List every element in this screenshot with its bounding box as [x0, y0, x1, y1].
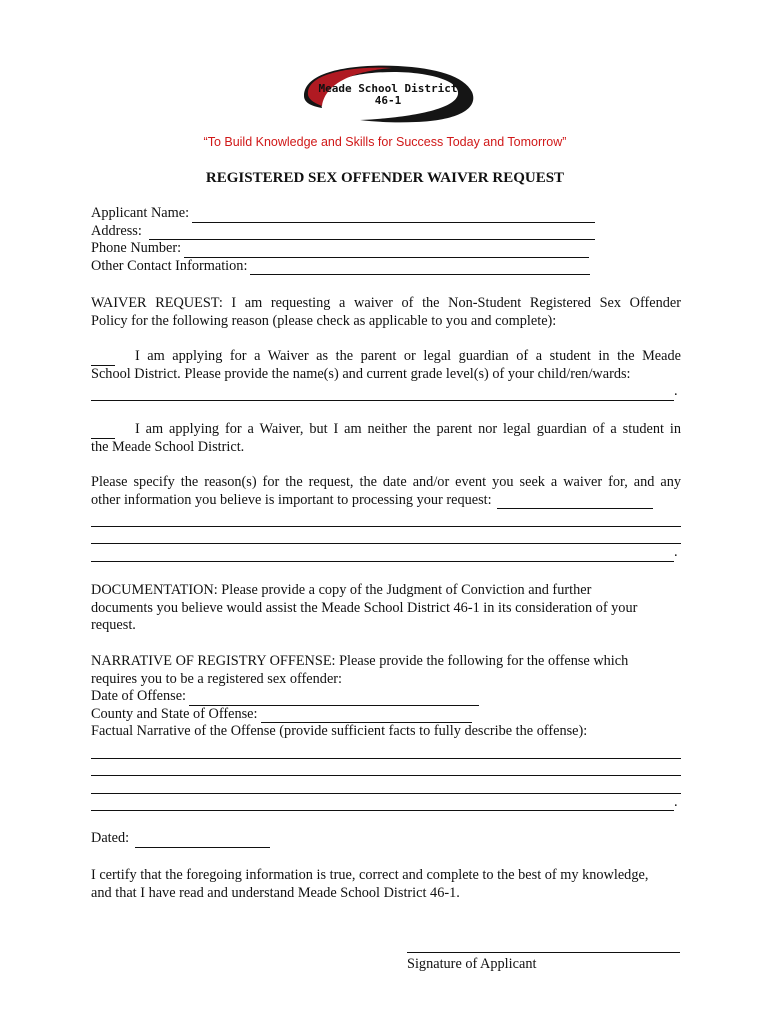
waiver-option-parent — [91, 348, 681, 401]
other-contact-row — [91, 258, 681, 276]
address-row — [91, 223, 681, 241]
option2-row — [91, 421, 681, 439]
option1-line2: School District. Please provide the name(s) and current grade level(s) of your child/ren/wards: — [91, 365, 631, 382]
dated-field[interactable] — [135, 834, 270, 848]
reason-field-line[interactable] — [91, 527, 681, 545]
dated-row — [91, 830, 681, 848]
reason-section — [91, 474, 681, 562]
option1-row — [91, 348, 681, 366]
factual-narrative-label: Factual Narrative of the Offense (provide sufficient facts to fully describe the offense): — [91, 723, 588, 740]
waiver-intro — [91, 295, 681, 330]
option2-checkbox[interactable] — [91, 426, 115, 439]
address-field[interactable] — [149, 226, 595, 240]
applicant-name-label: Applicant Name: — [91, 205, 190, 221]
dated-section — [91, 830, 681, 848]
date-of-offense-row — [91, 688, 681, 706]
certify-line1: I certify that the foregoing information is true, correct and complete to the best of my knowledge, — [91, 867, 649, 883]
certification-section — [91, 867, 681, 902]
reason-field-line-end — [91, 548, 674, 562]
logo-name: Meade School District — [318, 82, 458, 95]
district-logo — [296, 62, 478, 124]
reason-line2-row — [91, 492, 681, 510]
applicant-name-field[interactable] — [192, 209, 595, 223]
logo-number: 46-1 — [374, 94, 402, 107]
waiver-option-nonparent — [91, 421, 681, 456]
documentation-line1: DOCUMENTATION: Please provide a copy of the Judgment of Conviction and further — [91, 582, 592, 598]
documentation-line2: documents you believe would assist the Meade School District 46-1 in its consideration of your — [91, 599, 638, 616]
phone-row — [91, 240, 681, 258]
option2-line2: the Meade School District. — [91, 438, 245, 455]
narrative-section — [91, 653, 681, 811]
narrative-field-line[interactable] — [91, 759, 681, 777]
option2-line1: I am applying for a Waiver, but I am neither the parent nor legal guardian of a student in — [135, 421, 681, 437]
phone-field[interactable] — [184, 244, 589, 258]
certify-line2: and that I have read and understand Meade School District 46-1. — [91, 884, 460, 901]
reason-field-line[interactable] — [91, 509, 681, 527]
narrative-field-line-end — [91, 797, 674, 811]
reason-line2: other information you believe is important to processing your request: — [91, 491, 492, 508]
narrative-field-line[interactable] — [91, 741, 681, 759]
option1-checkbox[interactable] — [91, 353, 115, 366]
motto: “To Build Knowledge and Skills for Success Today and Tomorrow” — [203, 135, 567, 149]
county-state-row — [91, 706, 681, 724]
signature-field[interactable] — [407, 952, 680, 953]
reason-line1: Please specify the reason(s) for the request, the date and/or event you seek a waiver for, and any — [91, 474, 681, 490]
county-state-field[interactable] — [261, 709, 472, 723]
address-label: Address: — [91, 222, 142, 239]
date-of-offense-label: Date of Offense: — [91, 688, 187, 705]
dated-label: Dated: — [91, 830, 130, 846]
other-contact-field[interactable] — [250, 261, 590, 275]
children-field[interactable] — [91, 383, 681, 401]
children-field-line — [91, 387, 674, 401]
phone-label: Phone Number: — [91, 240, 182, 257]
documentation-section — [91, 582, 681, 635]
documentation-line3: request. — [91, 617, 136, 634]
reason-field-start[interactable] — [497, 495, 653, 509]
applicant-name-row — [91, 205, 681, 223]
signature-label: Signature of Applicant — [407, 956, 537, 972]
county-state-label: County and State of Offense: — [91, 705, 258, 722]
period: . — [674, 793, 678, 810]
other-contact-label: Other Contact Information: — [91, 257, 248, 274]
waiver-intro-line1: WAIVER REQUEST: I am requesting a waiver of the Non-Student Registered Sex Offender — [91, 295, 681, 311]
narrative-line1: NARRATIVE OF REGISTRY OFFENSE: Please provide the following for the offense which — [91, 653, 629, 669]
date-of-offense-field[interactable] — [189, 692, 479, 706]
reason-field-line[interactable] — [91, 544, 681, 562]
waiver-intro-line2: Policy for the following reason (please check as applicable to you and complete): — [91, 312, 557, 329]
period: . — [674, 383, 678, 400]
narrative-line2: requires you to be a registered sex offender: — [91, 670, 343, 687]
page-title: REGISTERED SEX OFFENDER WAIVER REQUEST — [205, 170, 565, 186]
option1-line1: I am applying for a Waiver as the parent or legal guardian of a student in the Meade — [135, 348, 681, 364]
period: . — [674, 544, 678, 561]
narrative-field-line[interactable] — [91, 776, 681, 794]
narrative-field-line[interactable] — [91, 794, 681, 812]
applicant-section — [91, 205, 681, 275]
